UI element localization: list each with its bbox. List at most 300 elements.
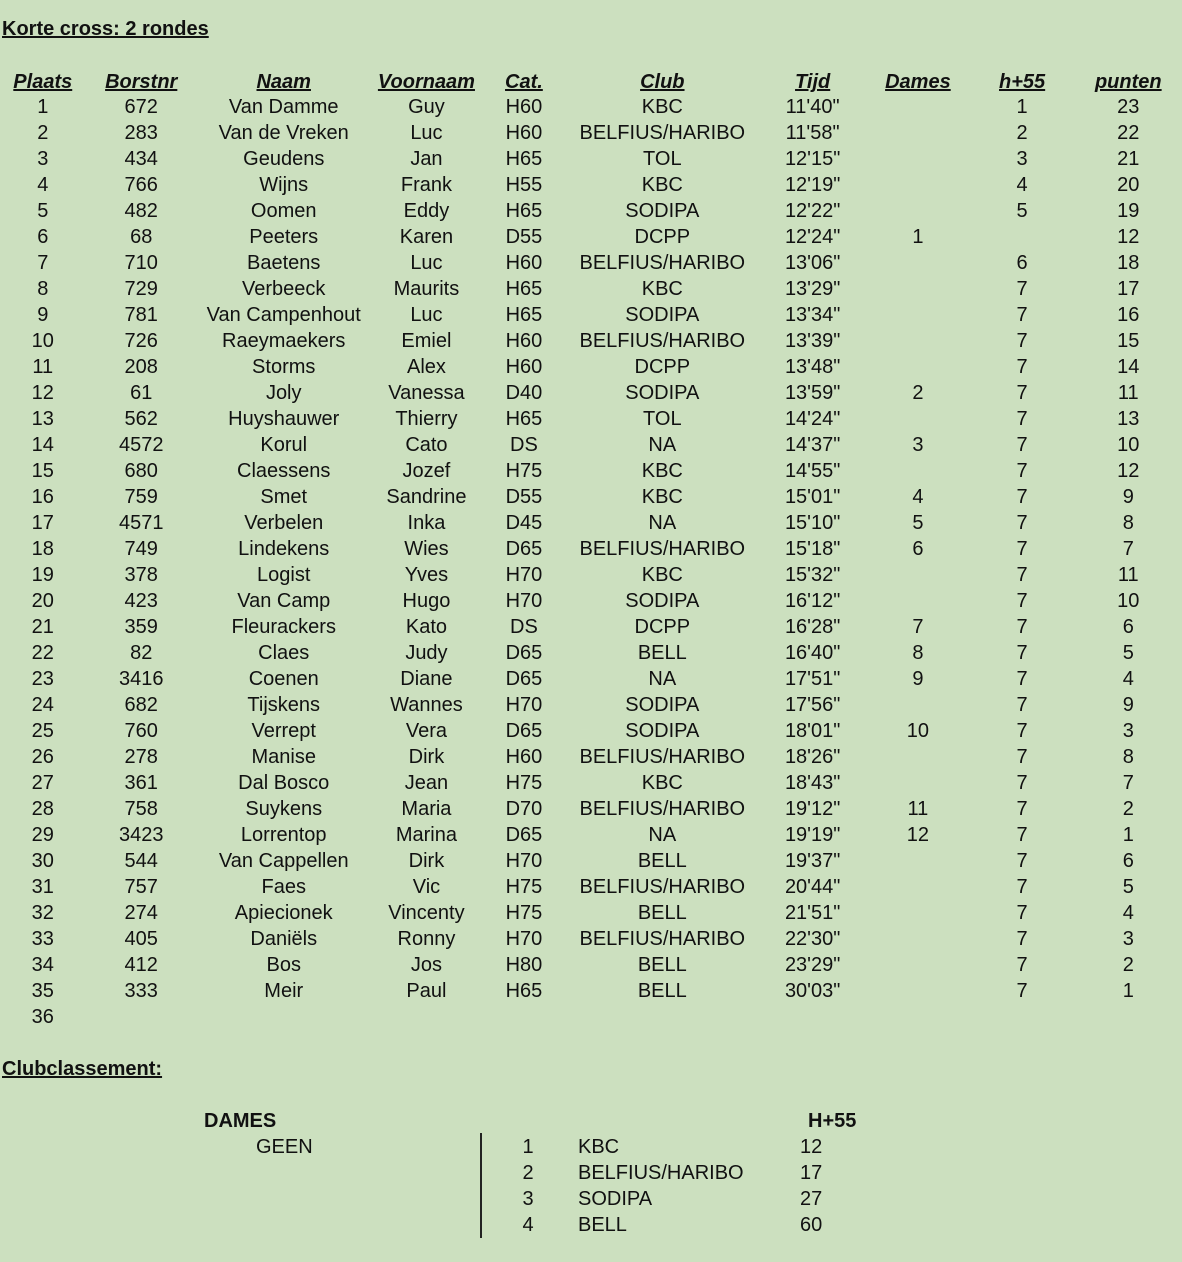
h55-rank: 4: [522, 1214, 534, 1236]
cell-cat: H70: [505, 563, 543, 586]
h55-club: KBC: [578, 1136, 620, 1158]
cell-tijd: 21'51": [784, 901, 841, 924]
cell-punten: 19: [1117, 199, 1140, 222]
cell-club: BELFIUS/HARIBO: [579, 745, 746, 768]
cell-punten: 12: [1117, 225, 1140, 248]
cell-dames: [866, 848, 969, 874]
cell-dames: 4: [912, 485, 924, 508]
cell-voornaam: Maurits: [393, 277, 460, 300]
cell-punten: 10: [1117, 589, 1140, 612]
cell-club: NA: [648, 667, 677, 690]
cell-plaats: 20: [31, 589, 54, 612]
cell-dames: [866, 692, 969, 718]
h55-rank: 2: [522, 1162, 534, 1184]
result-row: [0, 328, 1182, 354]
cell-dames: 7: [912, 615, 924, 638]
cell-club: BELL: [637, 901, 687, 924]
result-row: [0, 484, 1182, 510]
cell-punten: 8: [1122, 745, 1134, 768]
result-row: [0, 380, 1182, 406]
cell-borstnr: 412: [124, 953, 158, 976]
cell-punten: 11: [1117, 381, 1139, 404]
cell-plaats: 33: [31, 927, 54, 950]
cell-cat: H70: [505, 927, 543, 950]
cell-voornaam: [371, 1004, 483, 1030]
cell-cat: D45: [505, 511, 543, 534]
cell-voornaam: Inka: [407, 511, 446, 534]
cell-tijd: 12'24": [784, 225, 841, 248]
col-header-dames: Dames: [885, 71, 951, 93]
cell-dames: [866, 198, 969, 224]
cell-borstnr: 333: [124, 979, 158, 1002]
cell-naam: Suykens: [245, 797, 323, 820]
cell-naam: Van de Vreken: [218, 121, 349, 144]
result-row: [0, 692, 1182, 718]
cell-h55: 7: [1016, 511, 1028, 534]
col-header-voornaam: Voornaam: [377, 71, 475, 93]
cell-naam: Lindekens: [238, 537, 330, 560]
results-body: [0, 94, 1182, 1030]
cell-punten: 8: [1122, 511, 1134, 534]
h55-points: 12: [800, 1136, 823, 1158]
cell-h55: 7: [1016, 407, 1028, 430]
cell-borstnr: 482: [124, 199, 158, 222]
cell-borstnr: 378: [124, 563, 158, 586]
cell-voornaam: Dirk: [408, 745, 445, 768]
cell-cat: H60: [505, 355, 543, 378]
cell-tijd: 13'39": [784, 329, 841, 352]
cell-club: KBC: [641, 563, 683, 586]
cell-punten: 5: [1122, 875, 1134, 898]
cell-club: KBC: [641, 485, 683, 508]
cell-h55: 7: [1016, 771, 1028, 794]
cell-club: KBC: [641, 173, 683, 196]
h55-rank: 3: [522, 1188, 534, 1210]
cell-h55: 7: [1016, 901, 1028, 924]
cell-plaats: 18: [31, 537, 54, 560]
cell-punten: 5: [1122, 641, 1134, 664]
cell-borstnr: 3416: [118, 667, 164, 690]
cell-voornaam: Ronny: [397, 927, 456, 950]
result-row: [0, 874, 1182, 900]
cell-plaats: 11: [32, 355, 54, 378]
cell-naam: Fleurackers: [231, 615, 336, 638]
result-row: [0, 1004, 1182, 1030]
cell-borstnr: 682: [124, 693, 158, 716]
col-header-plaats: Plaats: [13, 71, 73, 93]
result-row: [0, 952, 1182, 978]
cell-tijd: 17'51": [784, 667, 841, 690]
cell-h55: 7: [1016, 459, 1028, 482]
cell-cat: H75: [505, 459, 543, 482]
cell-borstnr: 757: [124, 875, 158, 898]
cell-punten: 2: [1122, 797, 1134, 820]
cell-club: SODIPA: [625, 303, 700, 326]
cell-plaats: 8: [37, 277, 49, 300]
cell-dames: [866, 302, 969, 328]
cell-plaats: 19: [31, 563, 54, 586]
cell-borstnr: 544: [124, 849, 158, 872]
result-row: [0, 770, 1182, 796]
cell-borstnr: 3423: [118, 823, 164, 846]
cell-punten: 23: [1117, 95, 1140, 118]
cell-cat: D40: [505, 381, 543, 404]
result-row: [0, 432, 1182, 458]
cell-club: BELL: [637, 849, 687, 872]
cell-cat: H60: [505, 251, 543, 274]
cell-dames: [866, 562, 969, 588]
cell-cat: DS: [510, 433, 538, 456]
result-row: [0, 900, 1182, 926]
cell-plaats: 2: [37, 121, 49, 144]
cell-naam: [197, 1004, 371, 1030]
h55-club-row: [0, 1188, 900, 1214]
cell-punten: 1: [1122, 823, 1134, 846]
cell-h55: 7: [1016, 693, 1028, 716]
result-row: [0, 718, 1182, 744]
cell-tijd: 16'12": [784, 589, 841, 612]
col-header-h55: h+55: [999, 71, 1046, 93]
cell-punten: 4: [1122, 901, 1134, 924]
dames-heading: DAMES: [204, 1110, 277, 1132]
cell-naam: Apiecionek: [234, 901, 333, 924]
cell-dames: [866, 328, 969, 354]
cell-cat: D65: [505, 719, 543, 742]
cell-tijd: [759, 1004, 866, 1030]
cell-cat: H60: [505, 329, 543, 352]
cell-naam: Van Campenhout: [206, 303, 361, 326]
cell-cat: H65: [505, 147, 543, 170]
h55-club-row: [0, 1162, 900, 1188]
cell-dames: [866, 900, 969, 926]
cell-cat: D65: [505, 667, 543, 690]
cell-naam: Claes: [258, 641, 310, 664]
page-title: Korte cross: 2 rondes: [2, 18, 209, 40]
cell-dames: [866, 406, 969, 432]
cell-plaats: 9: [37, 303, 49, 326]
cell-h55: 7: [1016, 589, 1028, 612]
cell-dames: 11: [907, 797, 929, 820]
cell-tijd: 13'06": [784, 251, 841, 274]
cell-cat: H70: [505, 589, 543, 612]
cell-naam: Logist: [257, 563, 311, 586]
cell-voornaam: Guy: [408, 95, 445, 118]
cell-naam: Tijskens: [247, 693, 321, 716]
clubclassement-title: Clubclassement:: [2, 1058, 163, 1080]
cell-naam: Daniëls: [250, 927, 318, 950]
result-row: [0, 94, 1182, 120]
cell-borstnr: 274: [124, 901, 158, 924]
cell-plaats: 5: [37, 199, 49, 222]
cell-tijd: 20'44": [784, 875, 841, 898]
cell-borstnr: 672: [124, 95, 158, 118]
cell-borstnr: 423: [124, 589, 158, 612]
cell-naam: Dal Bosco: [238, 771, 330, 794]
cell-borstnr: 61: [130, 381, 153, 404]
cell-borstnr: 361: [124, 771, 158, 794]
cell-voornaam: Jos: [410, 953, 442, 976]
cell-cat: DS: [510, 615, 538, 638]
cell-cat: H60: [505, 95, 543, 118]
cell-punten: 12: [1117, 459, 1140, 482]
cell-tijd: 22'30": [784, 927, 841, 950]
cell-tijd: 18'01": [784, 719, 841, 742]
cell-tijd: 11'40": [785, 95, 840, 118]
cell-club: NA: [648, 511, 677, 534]
cell-punten: 6: [1122, 615, 1134, 638]
col-header-punten: punten: [1094, 71, 1162, 93]
result-row: [0, 666, 1182, 692]
h55-club-row: [0, 1214, 900, 1240]
cell-borstnr: 208: [124, 355, 158, 378]
cell-voornaam: Diane: [400, 667, 453, 690]
cell-naam: Smet: [260, 485, 308, 508]
cell-tijd: 12'15": [784, 147, 841, 170]
cell-punten: 17: [1117, 277, 1140, 300]
cell-tijd: 18'26": [784, 745, 841, 768]
cell-punten: 16: [1117, 303, 1140, 326]
result-row: [0, 120, 1182, 146]
cell-club: DCPP: [634, 615, 691, 638]
cell-club: BELFIUS/HARIBO: [579, 251, 746, 274]
cell-plaats: 17: [31, 511, 54, 534]
result-row: [0, 224, 1182, 250]
cell-h55: 7: [1016, 615, 1028, 638]
cell-plaats: 4: [37, 173, 49, 196]
result-row: [0, 302, 1182, 328]
cell-naam: Baetens: [247, 251, 321, 274]
cell-h55: 7: [1016, 875, 1028, 898]
cell-h55: 7: [1016, 823, 1028, 846]
cell-club: BELFIUS/HARIBO: [579, 329, 746, 352]
cell-cat: H70: [505, 849, 543, 872]
cell-cat: H65: [505, 979, 543, 1002]
cell-punten: 9: [1122, 485, 1134, 508]
cell-tijd: 15'10": [784, 511, 841, 534]
cell-cat: H60: [505, 745, 543, 768]
cell-voornaam: Luc: [410, 251, 443, 274]
cell-h55: 1: [1016, 95, 1028, 118]
h55-points: 60: [800, 1214, 823, 1236]
h55-heading: H+55: [808, 1110, 857, 1132]
cell-naam: Faes: [261, 875, 306, 898]
cell-dames: 8: [912, 641, 924, 664]
cell-h55: 7: [1016, 927, 1028, 950]
cell-plaats: 7: [37, 251, 49, 274]
cell-voornaam: Judy: [405, 641, 448, 664]
result-row: [0, 822, 1182, 848]
cell-plaats: 25: [31, 719, 54, 742]
cell-plaats: 29: [31, 823, 54, 846]
cell-punten: [1075, 1004, 1182, 1030]
cell-cat: H65: [505, 303, 543, 326]
cell-naam: Bos: [266, 953, 301, 976]
cell-club: BELL: [637, 953, 687, 976]
cell-tijd: 19'12": [784, 797, 841, 820]
cell-h55: 7: [1016, 381, 1028, 404]
cell-dames: 10: [906, 719, 930, 742]
cell-voornaam: Jozef: [402, 459, 451, 482]
cell-h55: 7: [1016, 849, 1028, 872]
cell-club: NA: [648, 823, 677, 846]
cell-dames: [866, 276, 969, 302]
cell-borstnr: 749: [124, 537, 158, 560]
cell-naam: Raeymaekers: [222, 329, 346, 352]
cell-plaats: 16: [31, 485, 54, 508]
cell-naam: Van Cappellen: [218, 849, 349, 872]
result-row: [0, 926, 1182, 952]
cell-dames: 2: [912, 381, 924, 404]
cell-plaats: 14: [31, 433, 54, 456]
cell-cat: H80: [505, 953, 543, 976]
cell-borstnr: 729: [124, 277, 158, 300]
cell-voornaam: Jan: [410, 147, 443, 170]
cell-voornaam: Vanessa: [388, 381, 465, 404]
cell-tijd: 12'22": [784, 199, 841, 222]
cell-h55: 7: [1016, 979, 1028, 1002]
cell-h55: [970, 224, 1075, 250]
cell-borstnr: 4571: [118, 511, 164, 534]
cell-naam: Lorrentop: [240, 823, 327, 846]
cell-plaats: 21: [31, 615, 54, 638]
cell-punten: 15: [1117, 329, 1140, 352]
cell-punten: 21: [1117, 147, 1140, 170]
result-row: [0, 614, 1182, 640]
cell-club: DCPP: [634, 355, 691, 378]
cell-h55: 4: [1016, 173, 1028, 196]
cell-dames: [866, 250, 969, 276]
result-row: [0, 848, 1182, 874]
cell-borstnr: 283: [124, 121, 158, 144]
cell-cat: D70: [505, 797, 543, 820]
cell-naam: Geudens: [243, 147, 325, 170]
result-row: [0, 198, 1182, 224]
cell-naam: Oomen: [250, 199, 317, 222]
cell-naam: Van Damme: [228, 95, 339, 118]
cell-borstnr: 781: [124, 303, 158, 326]
cell-voornaam: Vincenty: [388, 901, 465, 924]
cell-club: SODIPA: [625, 589, 700, 612]
cell-tijd: 16'40": [784, 641, 841, 664]
cell-dames: [866, 1004, 969, 1030]
cell-borstnr: 726: [124, 329, 158, 352]
results-header-row: [0, 68, 1182, 94]
cell-club: BELL: [637, 641, 687, 664]
cell-club: BELFIUS/HARIBO: [579, 797, 746, 820]
cell-voornaam: Marina: [395, 823, 457, 846]
cell-tijd: 13'48": [784, 355, 841, 378]
cell-naam: Peeters: [249, 225, 319, 248]
cell-cat: H65: [505, 277, 543, 300]
cell-punten: 3: [1122, 927, 1134, 950]
cell-borstnr: 766: [124, 173, 158, 196]
cell-cat: H65: [505, 199, 543, 222]
cell-plaats: 34: [31, 953, 54, 976]
cell-h55: 7: [1016, 485, 1028, 508]
cell-punten: 14: [1117, 355, 1140, 378]
result-row: [0, 276, 1182, 302]
cell-plaats: 6: [37, 225, 49, 248]
cell-naam: Korul: [260, 433, 308, 456]
cell-dames: [866, 952, 969, 978]
cell-punten: 20: [1117, 173, 1140, 196]
h55-rank: 1: [522, 1136, 534, 1158]
cell-tijd: 18'43": [784, 771, 841, 794]
cell-club: TOL: [643, 147, 682, 170]
cell-tijd: 23'29": [784, 953, 841, 976]
cell-h55: 7: [1016, 745, 1028, 768]
cell-voornaam: Jean: [404, 771, 449, 794]
cell-voornaam: Wannes: [390, 693, 463, 716]
cell-plaats: 15: [31, 459, 54, 482]
cell-cat: H75: [505, 901, 543, 924]
cell-cat: H65: [505, 407, 543, 430]
cell-club: SODIPA: [625, 693, 700, 716]
cell-tijd: 16'28": [784, 615, 841, 638]
cell-tijd: 19'37": [784, 849, 841, 872]
result-row: [0, 978, 1182, 1004]
cell-cat: D65: [505, 641, 543, 664]
result-row: [0, 146, 1182, 172]
cell-punten: 3: [1122, 719, 1134, 742]
cell-dames: [866, 978, 969, 1004]
cell-h55: [970, 1004, 1075, 1030]
cell-tijd: 11'58": [785, 121, 840, 144]
cell-club: SODIPA: [625, 719, 700, 742]
cell-naam: Storms: [252, 355, 316, 378]
cell-dames: 6: [912, 537, 924, 560]
cell-dames: [866, 874, 969, 900]
cell-plaats: 35: [31, 979, 54, 1002]
result-row: [0, 562, 1182, 588]
cell-borstnr: 760: [124, 719, 158, 742]
cell-club: BELFIUS/HARIBO: [579, 875, 746, 898]
cell-naam: Van Camp: [237, 589, 331, 612]
cell-plaats: 32: [31, 901, 54, 924]
cell-dames: [866, 770, 969, 796]
col-header-cat: Cat.: [505, 71, 543, 93]
cell-dames: 1: [912, 225, 924, 248]
cell-voornaam: Frank: [400, 173, 452, 196]
cell-dames: [866, 588, 969, 614]
cell-club: BELFIUS/HARIBO: [579, 927, 746, 950]
cell-borstnr: 82: [130, 641, 153, 664]
cell-naam: Coenen: [248, 667, 319, 690]
result-row: [0, 172, 1182, 198]
cell-club: SODIPA: [625, 199, 700, 222]
cell-h55: 6: [1016, 251, 1028, 274]
cell-borstnr: 405: [124, 927, 158, 950]
cell-voornaam: Wies: [404, 537, 449, 560]
cell-cat: H70: [505, 693, 543, 716]
cell-naam: Verbelen: [244, 511, 324, 534]
cell-borstnr: 759: [124, 485, 158, 508]
cell-cat: H55: [505, 173, 543, 196]
cell-naam: Manise: [251, 745, 316, 768]
cell-tijd: 13'34": [784, 303, 841, 326]
cell-tijd: 14'24": [784, 407, 841, 430]
cell-voornaam: Paul: [406, 979, 447, 1002]
cell-borstnr: 680: [124, 459, 158, 482]
cell-borstnr: 68: [130, 225, 153, 248]
col-header-tijd: Tijd: [795, 71, 831, 93]
result-row: [0, 796, 1182, 822]
cell-cat: D55: [505, 485, 543, 508]
cell-voornaam: Luc: [410, 121, 443, 144]
cell-naam: Wijns: [259, 173, 309, 196]
cell-club: KBC: [641, 771, 683, 794]
cell-h55: 7: [1016, 667, 1028, 690]
